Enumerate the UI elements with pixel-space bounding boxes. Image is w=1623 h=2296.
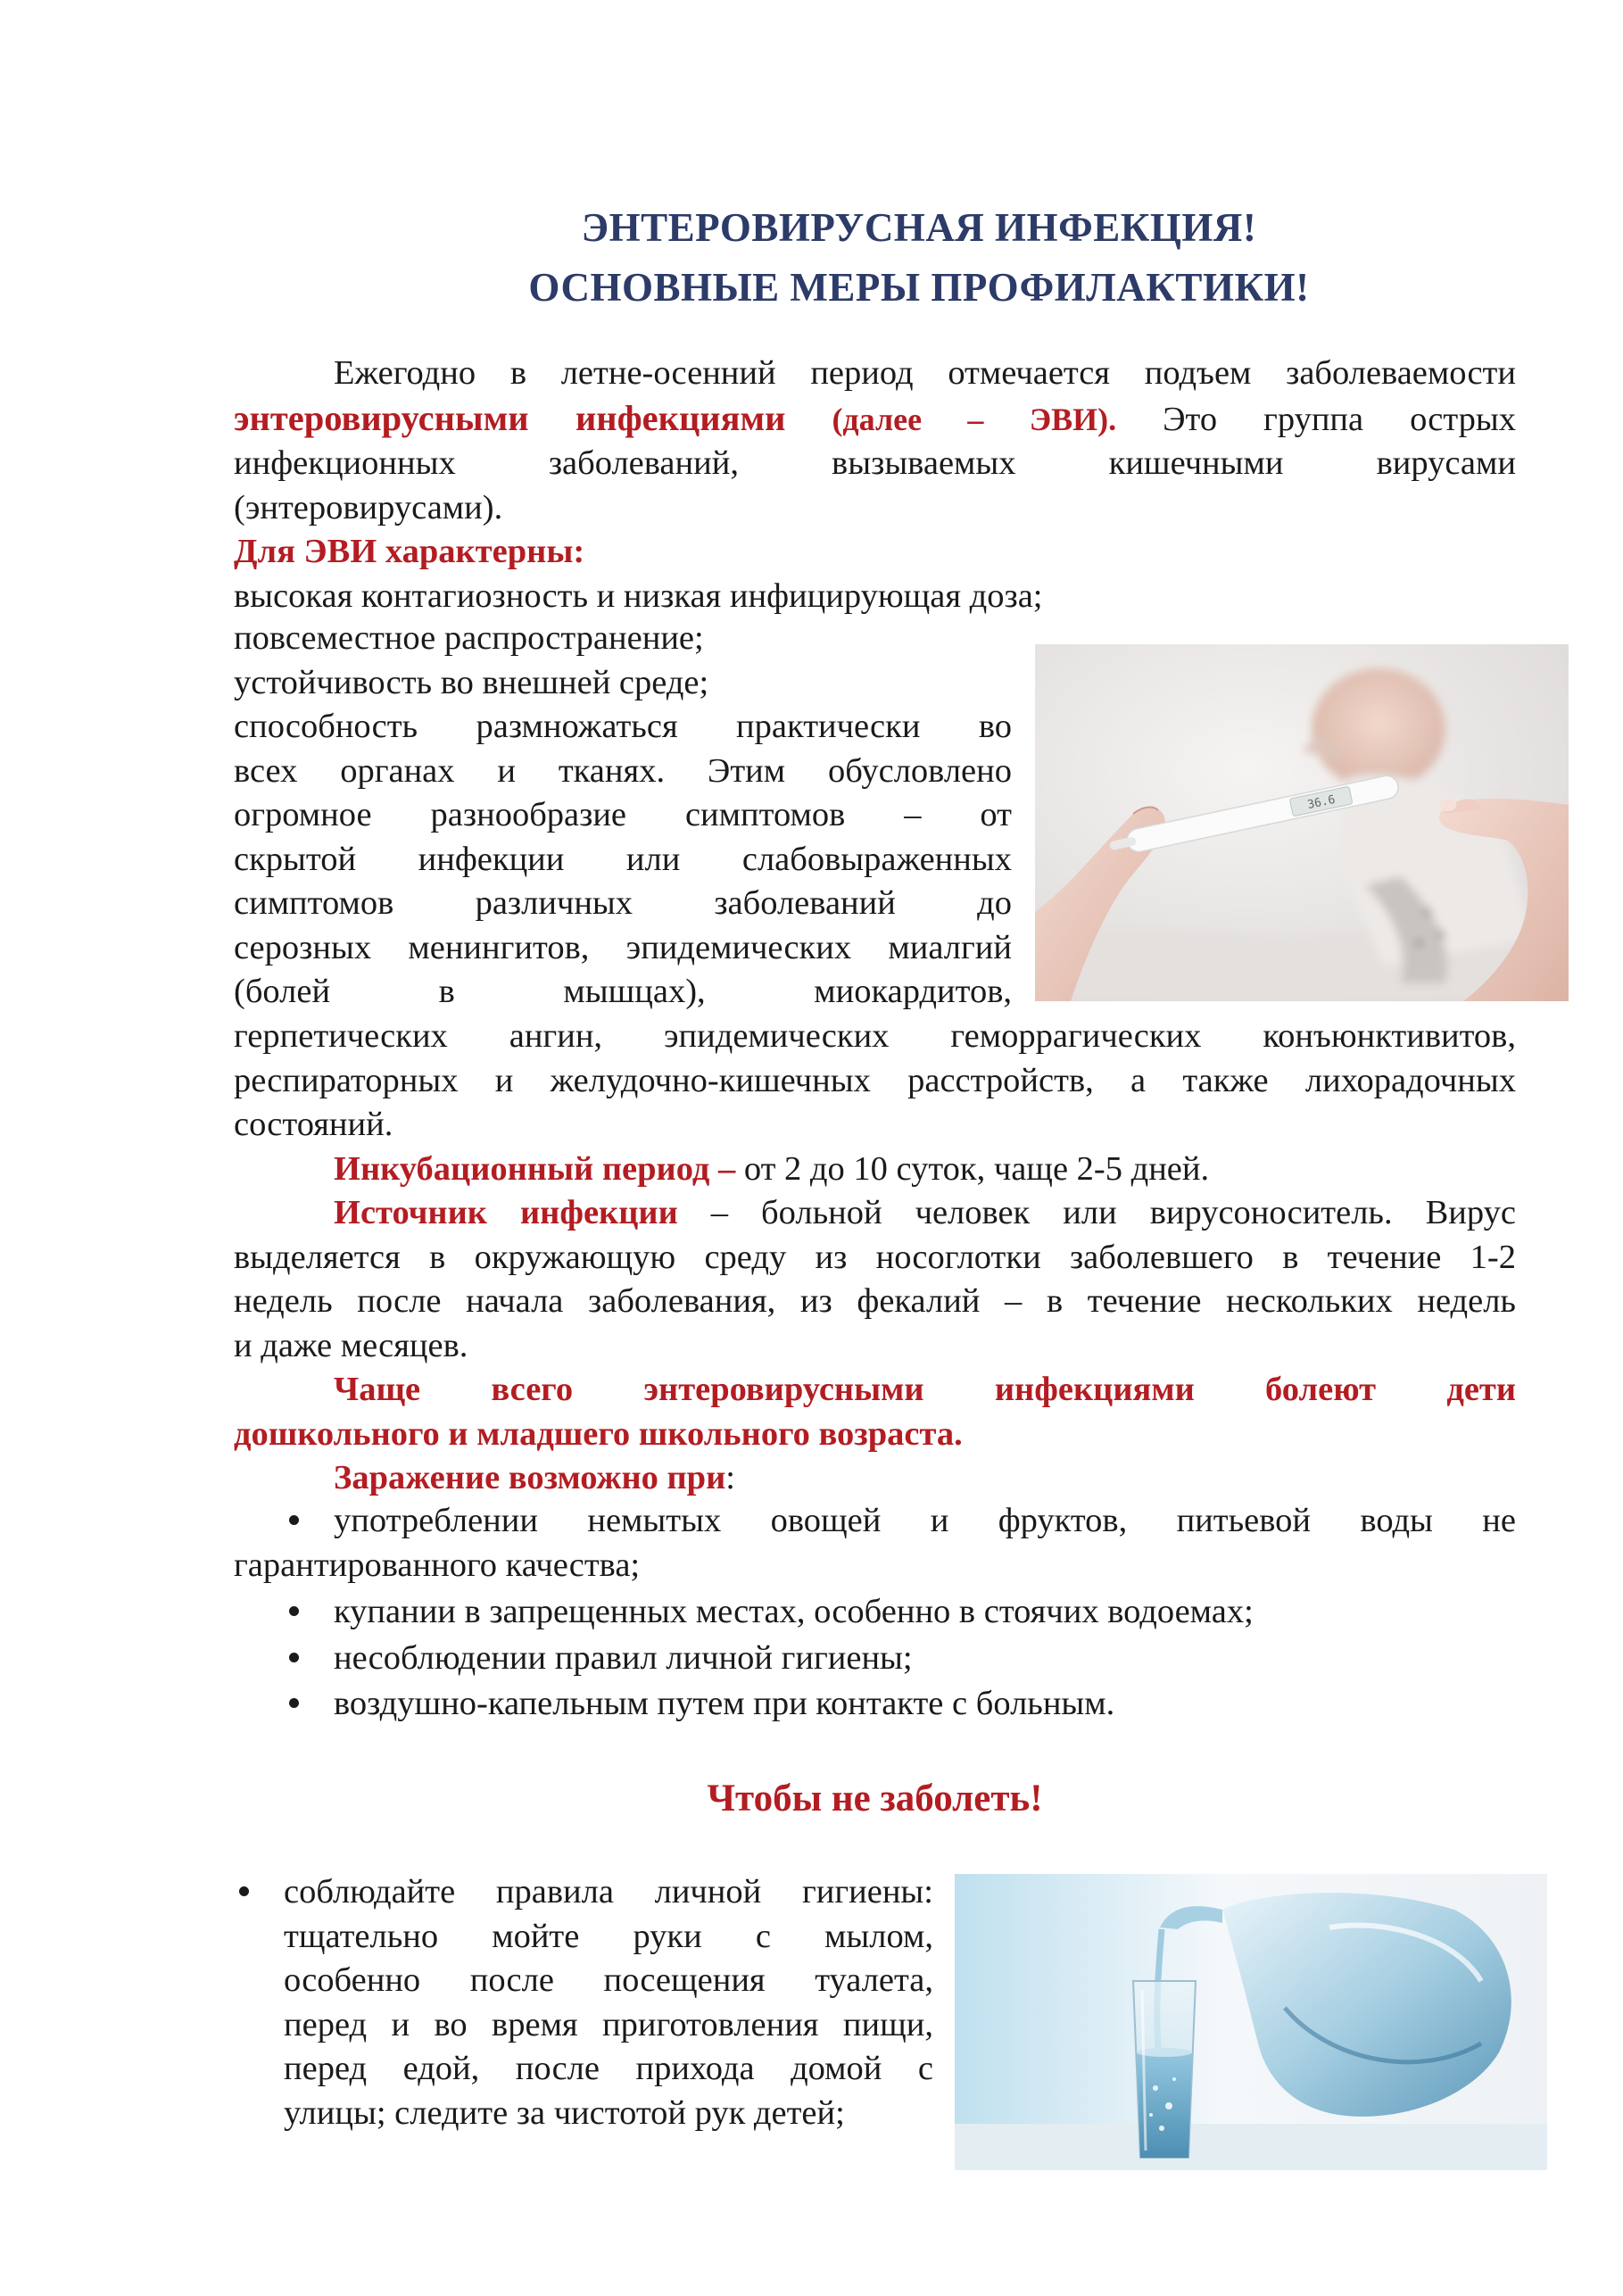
infection-bullet-1-line-1: употреблении немытых овощей и фруктов, питьевой воды не [334,1502,1516,1539]
intro-paragraph [234,352,1516,618]
evi-term: энтеровирусными инфекциями [234,397,786,438]
bullet-dot [236,1883,253,1901]
bullet-dot [286,1603,303,1620]
intro-line-2 [234,396,1516,443]
title-line-2: ОСНОВНЫЕ МЕРЫ ПРОФИЛАКТИКИ! [528,265,1310,310]
source-label: Источник инфекции [334,1194,678,1231]
source-line-2: выделяется в окружающую среду из носоглотки заболевшего в течение 1-2 [234,1238,1516,1276]
prevention-line: соблюдайте правила личной гигиены: [284,1873,933,1911]
infection-bullet-1-line-2: гарантированного качества; [234,1546,641,1584]
intro-line-4: (энтеровирусами). [234,488,503,526]
features-column [234,617,1012,1015]
infection-bullet-1 [234,1499,1516,1587]
page-title [384,198,1454,318]
prevention-line: перед и во время приготовления пищи, [284,2005,933,2043]
prevention-line: улицы; следите за чистотой рук детей; [284,2093,845,2132]
feature-line: устойчивость во внешней среде; [234,663,709,701]
title-line-1: ЭНТЕРОВИРУСНАЯ ИНФЕКЦИЯ! [581,205,1257,250]
infection-heading [234,1456,1516,1501]
prevention-line: особенно после посещения туалета, [284,1961,933,1999]
feature-line: повсеместное распространение; [234,619,704,657]
source-line-3: недель после начала заболевания, из фекалий – в течение нескольких недель [234,1282,1516,1320]
incubation-label: Инкубационный период – [334,1149,736,1188]
feature-line: скрытой инфекции или слабовыраженных [234,840,1012,878]
infection-colon: : [725,1459,735,1496]
infection-bullet: воздушно-капельным путем при контакте с больным. [334,1685,1115,1722]
prevention-heading: Чтобы не заболеть! [707,1778,1043,1819]
feature-wide-line: состояний. [234,1106,393,1143]
thermometer-reading: 36.6 [1306,792,1337,813]
water-glass-photo [955,1874,1547,2170]
prevention-line: перед едой, после прихода домой с [284,2050,933,2087]
prevention-bullet [284,1870,933,2135]
infection-label: Заражение возможно при [334,1459,726,1496]
source-line-1 [234,1191,1516,1236]
children-line-2: дошкольного и младшего школьного возраста. [234,1414,963,1453]
incubation-text: от 2 до 10 суток, чаще 2-5 дней. [735,1149,1210,1188]
children-line-1: Чаще всего энтеровирусными инфекциями болеют дети [334,1371,1516,1408]
infection-bullet: купании в запрещенных местах, особенно в стоячих водоемах; [334,1593,1254,1630]
evi-abbrev: (далее – ЭВИ). [832,401,1117,437]
feature-wide-line: герпетических ангин, эпидемических геморрагических конъюнктивитов, [234,1017,1516,1055]
intro-line-3: инфекционных заболеваний, вызываемых кишечными вирусами [234,444,1516,482]
feature-wide-line: респираторных и желудочно-кишечных расстройств, а также лихорадочных [234,1061,1516,1099]
feature-line: (болей в мышцах), миокардитов, [234,973,1012,1010]
feature-line: огромное разнообразие симптомов – от [234,796,1012,833]
feature-line: серозных менингитов, эпидемических миалгий [234,928,1012,966]
baby-thermometer-photo [1035,644,1569,1001]
bullet-dot [286,1649,303,1667]
feature-line: симптомов различных заболеваний до [234,884,1012,922]
intro-line-2-rest: Это группа острых [1163,400,1517,438]
feature-line: высокая контагиозность и низкая инфицирующая доза; [234,576,1043,615]
features-continuation [234,1015,1516,1501]
prevention-line: тщательно мойте руки с мылом, [284,1917,933,1955]
infection-bullet: несоблюдении правил личной гигиены; [334,1639,913,1677]
features-heading: Для ЭВИ характерны: [234,533,585,570]
feature-line: способность размножаться практически во [234,708,1012,745]
intro-line-1: Ежегодно в летне-осенний период отмечается подъем заболеваемости [334,354,1516,392]
source-line-1-rest: – больной человек или вирусоноситель. Вирус [677,1194,1516,1231]
bullet-dot [286,1695,303,1712]
feature-line: всех органах и тканях. Этим обусловлено [234,751,1012,790]
source-line-4: и даже месяцев. [234,1326,468,1364]
incubation-line [234,1148,1516,1192]
